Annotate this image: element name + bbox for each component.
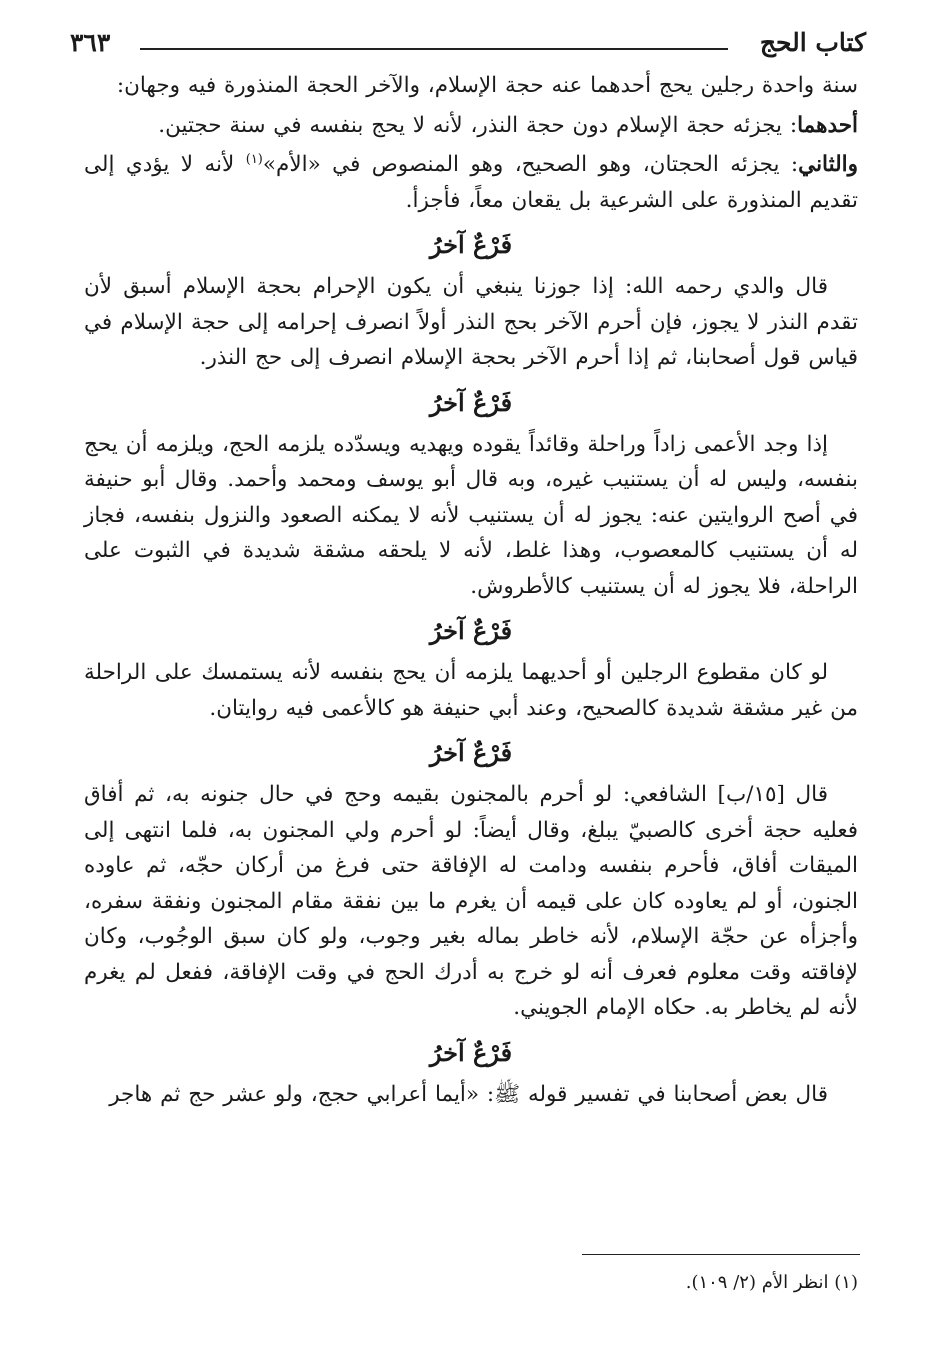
paragraph-2-lead: أحدهما (797, 112, 858, 138)
section-heading-1: فَرْعٌ آخرُ (429, 230, 513, 259)
page-body (84, 68, 858, 1116)
header-rule (140, 48, 728, 50)
paragraph-5: إذا وجد الأعمى زاداً وراحلة وقائداً يقوده ويهديه ويسدّده يلزمه الحج، ويلزمه أن يحج بنفسه، وليس له أن يستنيب غيره، وبه قال أبو يوسف ومحمد وأحمد. وقال أبو حنيفة في أصح الروايتين عنه: يجوز له أن يستنيب لأنه لا يمكنه الصعود والنزول بنفسه، فجاز له أن يستنيب كالمعصوب، وهذا غلط، لأنه لا يلحقه مشقة شديدة في الثبوت على الراحلة، فلا يجوز له أن يستنيب كالأطروش. (84, 431, 858, 599)
page-number: ٣٦٣ (70, 28, 111, 57)
footnote-rule (582, 1254, 860, 1255)
footnote-reference: (١) (245, 151, 263, 167)
margin-mark (936, 1064, 941, 1074)
paragraph-6: لو كان مقطوع الرجلين أو أحديهما يلزمه أن يحج بنفسه لأنه يستمسك على الراحلة من غير مشقة شديدة كالصحيح، وعند أبي حنيفة هو كالأعمى فيه روايتان. (84, 660, 858, 721)
paragraph-2 (84, 108, 858, 144)
paragraph-3-lead: والثاني (798, 152, 859, 177)
section-heading-3: فَرْعٌ آخرُ (429, 616, 513, 645)
paragraph-8: قال بعض أصحابنا في تفسير قوله ﷺ: «أيما أعرابي حجج، ولو عشر حج ثم هاجر (109, 1081, 828, 1107)
paragraph-2-text: : يجزئه حجة الإسلام دون حجة النذر، لأنه لا يحج بنفسه في سنة حجتين. (158, 112, 798, 138)
footnote: (١) انظر الأم (٢/ ١٠٩). (685, 1272, 858, 1293)
book-title: كتاب الحج (759, 28, 866, 57)
paragraph-3-text-b: لأنه لا يؤدي إلى تقديم المنذورة على الشرعية بل يقعان معاً، فأجزأ. (84, 152, 858, 213)
paragraph-7: قال [١٥/ب] الشافعي: لو أحرم بالمجنون بقيمه وحج في حال جنونه به، ثم أفاق فعليه حجة أخرى كالصبيّ يبلغ، وقال أيضاً: لو أحرم ولي المجنون به، فلما انتهى إلى الميقات أفاق، فأحرم بنفسه ودامت له الإفاقة حتى فرغ من أركان حجّه، ثم عاوده الجنون، أو لم يعاوده كان على قيمه أن يغرم ما بين نفقة مقام المجنون ونفقة سفره، وأجزأه عن حجّة الإسلام، لأنه خاطر بماله بغير وجوب، ولو كان سبق الوجُوب، وكان لإفاقته وقت معلوم فعرف أنه لو خرج به أدرك الحج في وقت الإفاقة، ففعل لم يغرم لأنه لم يخاطر به. حكاه الإمام الجويني. (84, 782, 858, 1020)
paragraph-3 (84, 147, 858, 218)
running-header (70, 26, 866, 66)
section-heading-5: فَرْعٌ آخرُ (429, 1037, 513, 1067)
paragraph-4: قال والدي رحمه الله: إذا جوزنا ينبغي أن يكون الإحرام بحجة الإسلام أسبق لأن تقدم النذر لا يجوز، فإن أحرم الآخر بحج النذر أولاً انصرف إحرامه إلى حجة الإسلام في قياس قول أصحابنا، ثم إذا أحرم الآخر بحجة الإسلام انصرف إلى حج النذر. (84, 274, 858, 370)
section-heading-2: فَرْعٌ آخرُ (429, 387, 513, 417)
paragraph-3-text-a: : يجزئه الحجتان، وهو الصحيح، وهو المنصوص في «الأم» (262, 152, 799, 177)
section-heading-4: فَرْعٌ آخرُ (429, 738, 513, 767)
paragraph-1: سنة واحدة رجلين يحج أحدهما عنه حجة الإسلام، والآخر الحجة المنذورة فيه وجهان: (116, 73, 858, 98)
